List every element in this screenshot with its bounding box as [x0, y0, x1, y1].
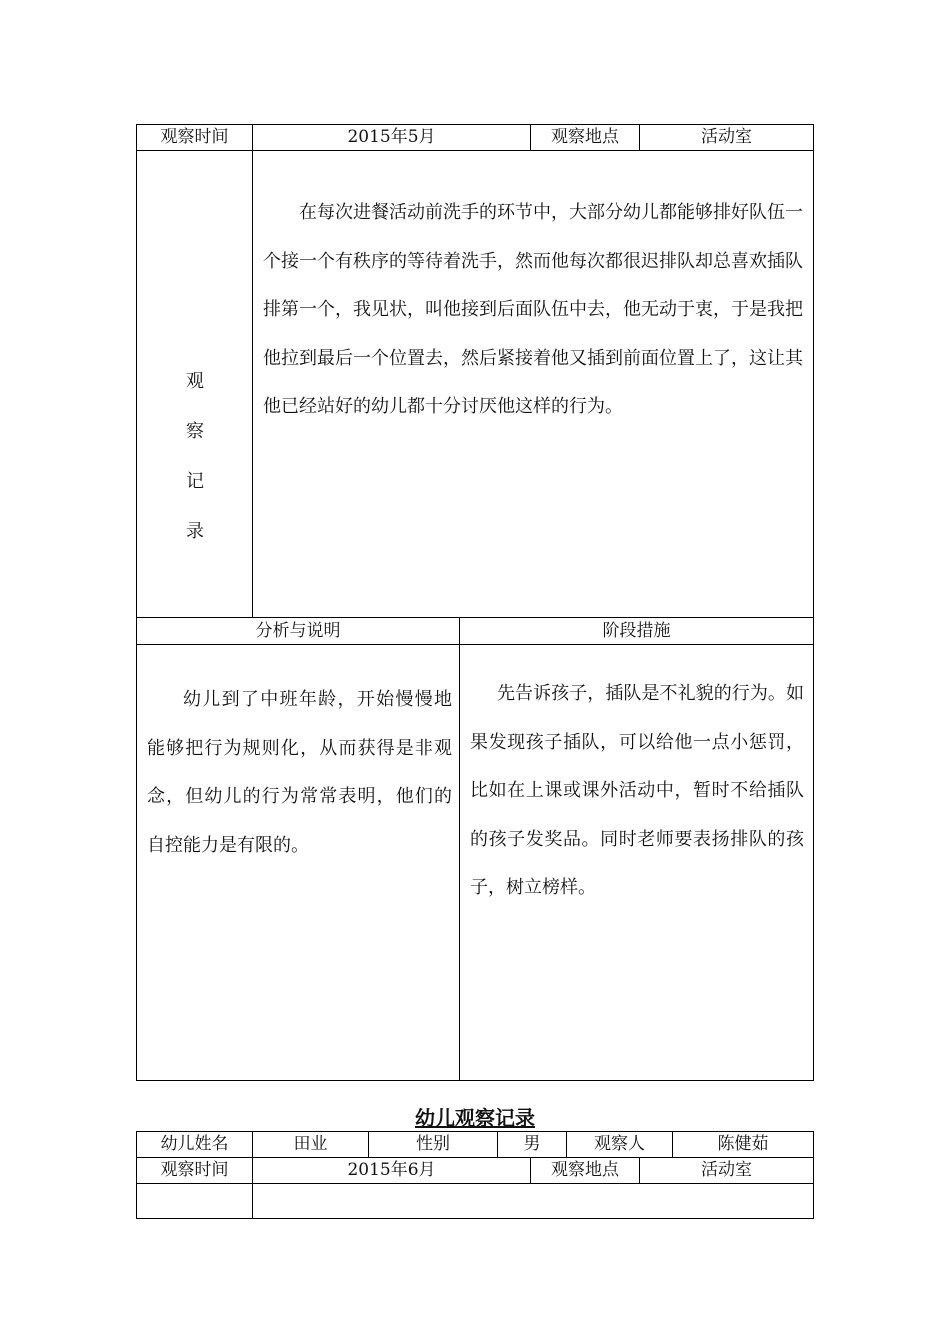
- child-name-label: 幼儿姓名: [160, 1134, 229, 1154]
- child-name-value: 田业: [293, 1134, 328, 1154]
- record-label-char: 察: [186, 421, 204, 442]
- observation-place-label-2: 观察地点: [551, 1160, 619, 1180]
- observer-value: 陈健茹: [717, 1134, 769, 1154]
- observation-time-label-2: 观察时间: [160, 1160, 229, 1180]
- analysis-header: 分析与说明: [255, 620, 341, 641]
- record-label-char: 记: [186, 471, 204, 492]
- page-title: 幼儿观察记录: [415, 1106, 535, 1130]
- observation-place-value: 活动室: [701, 127, 752, 147]
- measures-header: 阶段措施: [602, 620, 671, 641]
- observation-time-value: 2015年5月: [347, 127, 436, 147]
- measures-text: 先告诉孩子，插队是不礼貌的行为。如果发现孩子插队，可以给他一点小惩罚，比如在上课或课外活动中，暂时不给插队的孩子发奖品。同时老师要表扬排队的孩子，树立榜样。: [470, 683, 804, 898]
- observation-time-label: 观察时间: [160, 127, 229, 147]
- observation-record-text: 在每次进餐活动前洗手的环节中，大部分幼儿都能够排好队伍一个接一个有秩序的等待着洗手，然而他每次都很迟排队却总喜欢插队排第一个，我见状，叫他接到后面队伍中去，他无动于衷，于是我把他拉到最后一个位置去，然后紧接着他又插到前面位置上了，这让其他已经站好的幼儿都十分讨厌他这样的行为。: [263, 202, 803, 417]
- observation-place-value-2: 活动室: [701, 1160, 752, 1180]
- gender-value: 男: [523, 1134, 541, 1154]
- observer-label: 观察人: [594, 1134, 645, 1154]
- observation-time-value-2: 2015年6月: [347, 1160, 436, 1180]
- observation-record-label: [138, 357, 252, 557]
- record-label-char: 观: [186, 371, 204, 392]
- record-label-char: 录: [186, 521, 204, 542]
- analysis-text: 幼儿到了中班年龄，开始慢慢地能够把行为规则化，从而获得是非观念，但幼儿的行为常常表明，他们的自控能力是有限的。: [147, 689, 452, 856]
- gender-label: 性别: [416, 1134, 450, 1154]
- observation-place-label: 观察地点: [551, 127, 619, 147]
